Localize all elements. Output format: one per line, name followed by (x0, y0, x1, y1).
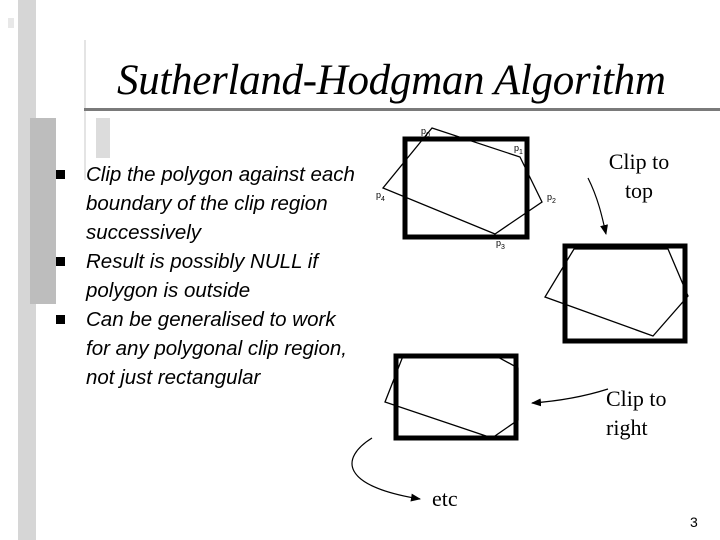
bullet-text: Result is possibly NULL if polygon is outside (86, 250, 319, 302)
point-label-p2: $p_2$ (547, 192, 556, 205)
etc-label: etc (432, 486, 458, 511)
point-label-p3: $p_3$ (496, 238, 505, 251)
slide-title: Sutherland-Hodgman Algorithm (117, 57, 666, 104)
clip-rectangle (565, 246, 685, 341)
point-label-p4: $p_4$ (376, 190, 385, 203)
point-label-p1: $p_1$ (514, 143, 523, 156)
bullet-text: Clip the polygon against each boundary of the clip region successively (86, 163, 355, 244)
page-number: 3 (690, 514, 698, 530)
clip-right-label: Clip to right (606, 386, 667, 440)
point-label-p0: $p_0$ (421, 126, 430, 139)
clip-top-label: Clip to top (608, 149, 670, 203)
bullet-text: Can be generalised to work for any polygonal clip region, not just rectangular (86, 308, 347, 389)
clipped-polygon-right (385, 356, 518, 438)
clip-right-arrow (532, 389, 608, 403)
etc-arrow (352, 438, 420, 499)
